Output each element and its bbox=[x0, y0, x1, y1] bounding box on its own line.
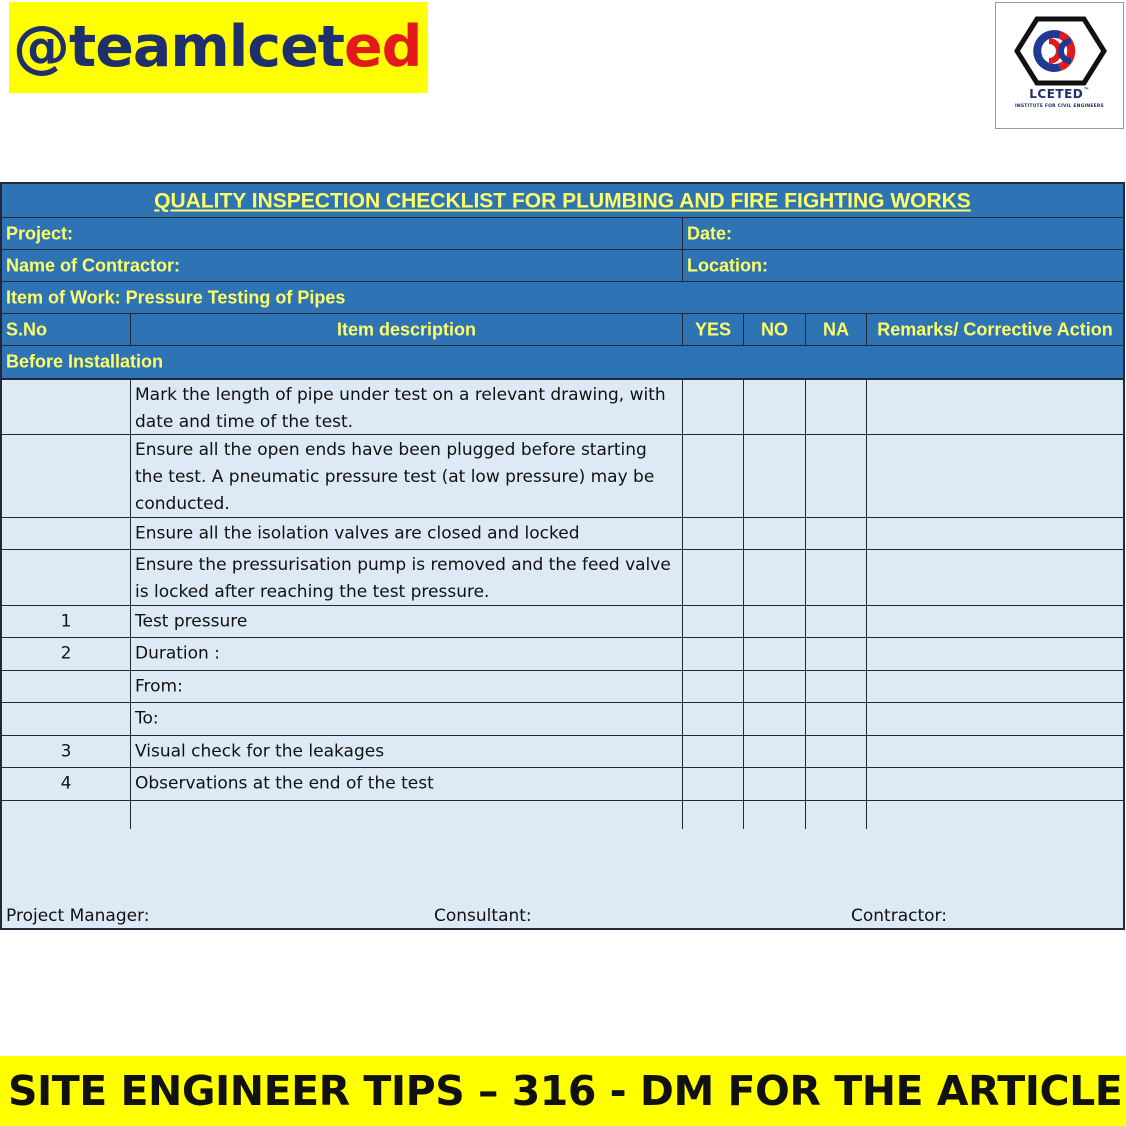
project-label: Project: bbox=[6, 223, 74, 243]
row-yes-cell bbox=[683, 768, 744, 800]
row-sno bbox=[2, 380, 131, 434]
row-yes-cell bbox=[683, 671, 744, 702]
row-description bbox=[131, 703, 683, 735]
row-sno bbox=[2, 435, 131, 517]
header-sno: S.No bbox=[6, 319, 48, 339]
row-yes-cell bbox=[683, 606, 744, 637]
row-yes-cell bbox=[683, 435, 744, 517]
item-of-work-row bbox=[2, 282, 1123, 314]
row-description bbox=[131, 768, 683, 800]
row-yes-cell bbox=[683, 380, 744, 434]
row-yes-cell bbox=[683, 638, 744, 670]
row-description bbox=[131, 518, 683, 549]
logo-tagline: INSTITUTE FOR CIVIL ENGINEERS bbox=[1015, 104, 1104, 109]
row-na-cell bbox=[806, 606, 867, 637]
row-remarks-cell bbox=[867, 380, 1123, 434]
section-label: Before Installation bbox=[6, 351, 164, 372]
row-na-cell bbox=[806, 550, 867, 605]
header-yes: YES bbox=[694, 319, 732, 339]
row-na-cell bbox=[806, 801, 867, 831]
row-remarks-cell bbox=[867, 638, 1123, 670]
header-description: Item description bbox=[336, 319, 477, 339]
row-sno bbox=[2, 518, 131, 549]
row-sno bbox=[2, 606, 131, 637]
table-row bbox=[2, 703, 1123, 736]
row-no-cell bbox=[744, 638, 806, 670]
row-no-cell bbox=[744, 518, 806, 549]
checklist-table bbox=[0, 182, 1125, 930]
row-remarks-cell bbox=[867, 550, 1123, 605]
header-row bbox=[2, 314, 1123, 346]
row-description-text: Ensure the pressurisation pump is removed and the feed valve is locked after reaching the test pressure. bbox=[135, 555, 671, 602]
signature-contractor: Contractor: bbox=[851, 906, 947, 926]
table-row bbox=[2, 638, 1123, 671]
row-sno-text: 1 bbox=[60, 611, 72, 631]
row-description-text: Visual check for the leakages bbox=[135, 741, 385, 761]
row-na-cell bbox=[806, 671, 867, 702]
row-no-cell bbox=[744, 703, 806, 735]
row-description bbox=[131, 671, 683, 702]
table-row bbox=[2, 768, 1123, 801]
row-description-text: Observations at the end of the test bbox=[135, 773, 434, 794]
row-remarks-cell bbox=[867, 703, 1123, 735]
checklist-title: QUALITY INSPECTION CHECKLIST FOR PLUMBING AND FIRE FIGHTING WORKS bbox=[154, 189, 971, 212]
row-na-cell bbox=[806, 435, 867, 517]
contractor-label: Name of Contractor: bbox=[6, 255, 181, 275]
row-description-text: Ensure all the isolation valves are closed and locked bbox=[135, 523, 580, 543]
table-row bbox=[2, 606, 1123, 638]
table-row bbox=[2, 736, 1123, 768]
project-row bbox=[2, 218, 1123, 250]
row-description-text: Duration : bbox=[135, 643, 220, 664]
row-yes-cell bbox=[683, 801, 744, 831]
row-na-cell bbox=[806, 638, 867, 670]
row-description-text: Mark the length of pipe under test on a relevant drawing, with date and time of the test. bbox=[135, 385, 666, 432]
row-remarks-cell bbox=[867, 671, 1123, 702]
row-na-cell bbox=[806, 380, 867, 434]
row-sno bbox=[2, 671, 131, 702]
row-description bbox=[131, 638, 683, 670]
table-row bbox=[2, 518, 1123, 550]
row-na-cell bbox=[806, 703, 867, 735]
table-row bbox=[2, 671, 1123, 703]
row-no-cell bbox=[744, 606, 806, 637]
handle-accent-text: ed bbox=[344, 14, 422, 80]
contractor-row bbox=[2, 250, 1123, 282]
row-description bbox=[131, 801, 683, 831]
row-description-text: Ensure all the open ends have been plugged before starting the test. A pneumatic pressure test (at low pressure) may be conducted. bbox=[135, 440, 655, 514]
section-row bbox=[2, 346, 1123, 380]
row-description-text: To: bbox=[135, 708, 159, 729]
location-label: Location: bbox=[687, 255, 768, 275]
table-row bbox=[2, 550, 1123, 606]
lceted-logo bbox=[995, 2, 1124, 129]
row-sno-text: 4 bbox=[60, 773, 72, 794]
row-sno-text: 2 bbox=[60, 643, 72, 664]
table-row bbox=[2, 435, 1123, 518]
row-description bbox=[131, 606, 683, 637]
row-description bbox=[131, 736, 683, 767]
row-description-text: From: bbox=[135, 676, 183, 696]
handle-banner bbox=[9, 2, 428, 93]
signature-area bbox=[2, 829, 1123, 928]
row-description bbox=[131, 435, 683, 517]
date-label: Date: bbox=[687, 223, 733, 243]
row-sno bbox=[2, 801, 131, 831]
lceted-hexagon-logo-icon bbox=[1013, 15, 1108, 87]
signature-consultant: Consultant: bbox=[434, 906, 532, 926]
signature-project-manager: Project Manager: bbox=[6, 906, 150, 926]
row-no-cell bbox=[744, 380, 806, 434]
row-yes-cell bbox=[683, 703, 744, 735]
header-na: NA bbox=[823, 319, 849, 339]
row-remarks-cell bbox=[867, 518, 1123, 549]
table-row bbox=[2, 380, 1123, 435]
row-yes-cell bbox=[683, 736, 744, 767]
logo-brand: LCETED™ bbox=[1029, 87, 1090, 101]
handle-text: @teamlcet bbox=[13, 14, 344, 80]
row-na-cell bbox=[806, 518, 867, 549]
table-row bbox=[2, 801, 1123, 832]
row-no-cell bbox=[744, 671, 806, 702]
header-remarks: Remarks/ Corrective Action bbox=[877, 319, 1113, 339]
row-sno bbox=[2, 550, 131, 605]
row-no-cell bbox=[744, 550, 806, 605]
row-no-cell bbox=[744, 435, 806, 517]
row-remarks-cell bbox=[867, 435, 1123, 517]
row-sno bbox=[2, 768, 131, 800]
row-sno bbox=[2, 736, 131, 767]
header-no: NO bbox=[761, 319, 788, 339]
row-description bbox=[131, 380, 683, 434]
row-no-cell bbox=[744, 736, 806, 767]
row-no-cell bbox=[744, 768, 806, 800]
row-na-cell bbox=[806, 736, 867, 767]
row-remarks-cell bbox=[867, 606, 1123, 637]
row-sno-text: 3 bbox=[60, 741, 72, 761]
row-remarks-cell bbox=[867, 736, 1123, 767]
row-sno bbox=[2, 638, 131, 670]
checklist-title-row bbox=[2, 184, 1123, 218]
row-yes-cell bbox=[683, 518, 744, 549]
row-na-cell bbox=[806, 768, 867, 800]
row-no-cell bbox=[744, 801, 806, 831]
row-description bbox=[131, 550, 683, 605]
row-sno bbox=[2, 703, 131, 735]
row-yes-cell bbox=[683, 550, 744, 605]
row-description-text: Test pressure bbox=[135, 611, 248, 631]
row-remarks-cell bbox=[867, 801, 1123, 831]
footer-banner: SITE ENGINEER TIPS – 316 - DM FOR THE ARTICLE bbox=[0, 1056, 1126, 1126]
item-of-work: Item of Work: Pressure Testing of Pipes bbox=[6, 287, 346, 307]
row-remarks-cell bbox=[867, 768, 1123, 800]
